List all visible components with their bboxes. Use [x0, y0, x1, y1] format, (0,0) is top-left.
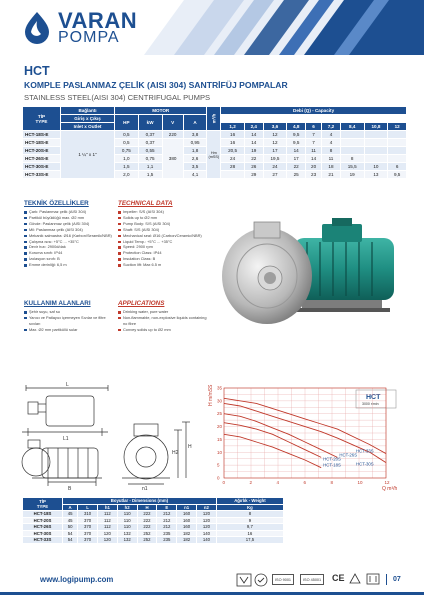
dim-label-b: B: [68, 486, 72, 492]
chart-title: HCT: [366, 394, 381, 401]
list-item: Drinking water, pure water: [118, 309, 210, 315]
chart-x-tick: 4: [276, 480, 280, 485]
spec-cell-q: 6: [388, 163, 407, 171]
spec-cell-q: [364, 147, 388, 155]
spec-cell-q: 4: [322, 139, 341, 147]
list-item: İzolasyon sınıfı: B: [24, 256, 116, 262]
spec-h-baglanti: Bağlantı: [61, 107, 115, 115]
spec-cell-head: Hm (mSS): [207, 131, 221, 179]
spec-cell-a: 0,95: [183, 139, 207, 147]
chart-xlabel: Q m³/h: [382, 486, 398, 492]
features-tr-heading: TEKNİK ÖZELLİKLER: [24, 200, 89, 207]
pump-photo: [212, 208, 412, 343]
spec-cell-a: 3,5: [183, 163, 207, 171]
spec-flow-4: 6: [306, 123, 322, 131]
spec-cell-q: 17: [287, 155, 306, 163]
list-item: Gövde: Paslanmaz çelik (AISI 304): [24, 221, 116, 227]
dim-cell-model: HCT-18S: [23, 511, 63, 518]
chart-x-tick: 6: [303, 480, 307, 485]
brand-logo-icon: [22, 10, 52, 44]
dim-cell: 222: [137, 517, 157, 524]
title-english: STAINLESS STEEL(AISI 304) CENTRIFUGAL PUMPS: [24, 93, 211, 102]
spec-flow-6: 8,4: [340, 123, 364, 131]
spec-cell-q: 20: [306, 163, 322, 171]
chart-series-label: HCT-33S: [356, 448, 374, 454]
list-item: Mechanical seal: Ø16 (Carbon/Ceramic/NBR): [118, 233, 210, 239]
dim-cell: 120: [197, 517, 217, 524]
dim-cell: 120: [197, 524, 217, 531]
list-item: Şehir suyu, saf su: [24, 309, 116, 315]
list-item: Insulation Class: B: [118, 256, 210, 262]
eac-mark-icon: [366, 573, 380, 585]
spec-cell-q: [221, 171, 245, 179]
spec-cell-q: 21: [322, 171, 341, 179]
spec-cell-q: 9,5: [287, 139, 306, 147]
spec-flow-3: 4,8: [287, 123, 306, 131]
spec-cell-q: 14: [287, 147, 306, 155]
spec-cell-q: 16: [221, 139, 245, 147]
spec-cell-q: 19: [244, 147, 263, 155]
list-item: Suction lift: Max 6.5 m: [118, 262, 210, 268]
dim-cell: 252: [137, 537, 157, 544]
dim-cell: 160: [177, 524, 197, 531]
spec-cell-q: 7: [306, 139, 322, 147]
chart-y-tick: 35: [217, 385, 223, 391]
spec-cell-hp: 2,0: [115, 171, 139, 179]
brand-name: VARAN: [58, 8, 138, 33]
list-item: Çark: Paslanmaz çelik (AISI 304): [24, 209, 116, 215]
spec-flow-0: 1,2: [221, 123, 245, 131]
spec-cell-kw: 0,55: [138, 147, 162, 155]
dim-cell-model: HCT-20S: [23, 517, 63, 524]
spec-cell-q: 28: [221, 163, 245, 171]
dim-cell: 182: [177, 530, 197, 537]
spec-h-kw: kW: [138, 115, 162, 131]
performance-chart: [206, 380, 411, 492]
dim-cell: 120: [197, 511, 217, 518]
dim-label-h: H: [188, 444, 192, 450]
chart-ylabel: H m/mSS: [208, 384, 214, 406]
dim-col-header: E: [157, 504, 177, 511]
dim-h-dims: Boyutlar - Dimensions (mm): [63, 498, 217, 505]
dim-col-header: h1: [97, 504, 117, 511]
spec-cell-q: [364, 155, 388, 163]
recycle-icon: [348, 573, 362, 585]
chart-x-tick: 10: [357, 480, 363, 485]
usage-en: [118, 300, 210, 333]
chart-y-tick: 10: [217, 449, 223, 455]
dim-cell-model: HCT-30S: [23, 530, 63, 537]
dim-cell-model: HCT-26S: [23, 524, 63, 531]
dim-col-header: H: [137, 504, 157, 511]
dim-col-header: Kg: [216, 504, 283, 511]
spec-cell-q: 22: [244, 155, 263, 163]
spec-cell-q: 9,5: [388, 171, 407, 179]
spec-cell-q: 22: [287, 163, 306, 171]
usage-en-heading: APPLICATIONS: [118, 300, 165, 307]
dimensions-table: [22, 497, 284, 544]
page-number: 07: [393, 576, 401, 583]
dim-col-header: L: [78, 504, 98, 511]
spec-cell-q: 7: [306, 131, 322, 139]
spec-h-motor: MOTOR: [115, 107, 207, 115]
spec-flow-2: 3,6: [263, 123, 287, 131]
dim-cell: 222: [137, 524, 157, 531]
spec-flow-5: 7,2: [322, 123, 341, 131]
dim-cell: 222: [137, 511, 157, 518]
spec-cell-model: HCT-20S-E: [23, 147, 61, 155]
spec-h-debi: Debi (Q) - Capacity: [221, 107, 407, 115]
dim-cell: 182: [177, 537, 197, 544]
list-item: Partikül büyüklüğü max. Ø2 mm: [24, 215, 116, 221]
spec-cell-q: 12: [263, 139, 287, 147]
chart-x-tick: 0: [222, 480, 226, 485]
spec-cell-v: 380: [162, 139, 183, 179]
cert-iso-9001: ISO 9001: [272, 574, 294, 585]
list-item: Impeller: S/S (AISI 304): [118, 209, 210, 215]
spec-cell-q: 15,5: [340, 163, 364, 171]
spec-cell-q: [388, 155, 407, 163]
dim-cell: 212: [157, 511, 177, 518]
dim-cell: 132: [117, 530, 137, 537]
spec-cell-kw: 1,1: [138, 163, 162, 171]
dim-cell: 212: [157, 517, 177, 524]
chart-series-label: HCT-20S: [323, 456, 341, 462]
dim-cell: 370: [78, 524, 98, 531]
dim-label-n1: n1: [142, 486, 148, 492]
chart-x-tick: 12: [384, 480, 390, 485]
spec-cell-q: [388, 139, 407, 147]
dim-cell: 120: [97, 530, 117, 537]
chart-series-label: HCT-26S: [339, 452, 358, 458]
spec-h-giris: Giriş x Çıkış: [61, 115, 115, 123]
dim-cell: 235: [157, 537, 177, 544]
spec-cell-q: 12: [263, 131, 287, 139]
dim-cell: 112: [97, 517, 117, 524]
chart-y-tick: 5: [217, 462, 220, 468]
list-item: Convey solids up to Ø2 mm: [118, 327, 210, 333]
dim-cell: 110: [117, 511, 137, 518]
cert-ce-mark: CE: [332, 573, 345, 583]
list-item: Çalışma ısısı: +5°C ... +35°C: [24, 239, 116, 245]
features-en: [118, 200, 210, 268]
features-tr: [24, 200, 116, 268]
spec-cell-v: 220: [162, 131, 183, 139]
chart-x-tick: 8: [330, 480, 334, 485]
spec-cell-q: 16: [221, 131, 245, 139]
cert-iso-45001: ISO 45001: [300, 574, 324, 585]
spec-cell-kw: 0,75: [138, 155, 162, 163]
dim-cell: 132: [117, 537, 137, 544]
dim-col-header: A: [63, 504, 78, 511]
dim-cell: 140: [197, 530, 217, 537]
spec-cell-q: 18: [322, 163, 341, 171]
spec-cell-model: HCT-18S-E: [23, 131, 61, 139]
spec-cell-q: 27: [263, 171, 287, 179]
spec-cell-model: HCT-26S-E: [23, 155, 61, 163]
spec-row: [23, 131, 407, 139]
list-item: Max. Ø2 mm partiküllü sular: [24, 327, 116, 333]
list-item: Koruma sınıfı: IP44: [24, 250, 116, 256]
dim-h-tip: TİP: [39, 499, 46, 504]
spec-h-tip: TİP: [37, 113, 46, 119]
spec-cell-model: HCT-33S-E: [23, 171, 61, 179]
list-item: Emme derinliği: 6,5 m: [24, 262, 116, 268]
cert-mark-icon: [236, 573, 252, 587]
dim-col-header: h2: [117, 504, 137, 511]
dim-cell: 212: [157, 524, 177, 531]
dim-cell: 112: [97, 524, 117, 531]
dim-label-l: L: [66, 382, 69, 388]
spec-cell-model: HCT-30S-E: [23, 163, 61, 171]
list-item: Yanıcı ve Patlayıcı içermeyen Sıvılar ve filtre sıvıları: [24, 315, 116, 327]
spec-flow-1: 2,4: [244, 123, 263, 131]
dimension-drawing: [18, 382, 196, 492]
spec-cell-q: 13: [364, 171, 388, 179]
spec-cell-conn: 1 ¼" x 1": [61, 131, 115, 179]
spec-cell-hp: 0,5: [115, 131, 139, 139]
spec-cell-a: 3,8: [183, 131, 207, 139]
spec-cell-q: 19,5: [263, 155, 287, 163]
spec-cell-q: 9,5: [287, 131, 306, 139]
dim-h-weight: Ağırlık - Weight: [216, 498, 283, 505]
spec-cell-q: [340, 139, 364, 147]
chart-y-tick: 15: [217, 436, 223, 442]
spec-cell-q: 23: [306, 171, 322, 179]
dim-cell: 112: [97, 511, 117, 518]
dim-cell: 9,7: [216, 524, 283, 531]
spec-cell-kw: 0,37: [138, 139, 162, 147]
spec-cell-q: 14: [306, 155, 322, 163]
spec-cell-q: [340, 131, 364, 139]
spec-cell-q: 24: [263, 163, 287, 171]
spec-cell-q: [364, 131, 388, 139]
list-item: Shaft: S/S (AISI 304): [118, 227, 210, 233]
dim-label-l1: L1: [63, 436, 69, 442]
dim-cell: 17,5: [216, 537, 283, 544]
dim-cell: 45: [63, 511, 78, 518]
dim-h-type: TYPE: [36, 504, 49, 509]
spec-cell-hp: 1,0: [115, 155, 139, 163]
usage-tr-heading: KULLANIM ALANLARI: [24, 300, 91, 307]
list-item: Protection Class: IP44: [118, 250, 210, 256]
spec-cell-q: 20,5: [221, 147, 245, 155]
dim-cell: 370: [78, 537, 98, 544]
spec-h-hp: HP: [115, 115, 139, 131]
header-stripes-graphic: [144, 0, 424, 55]
spec-cell-model: HCT-18S-E: [23, 139, 61, 147]
spec-h-type: TYPE: [35, 118, 48, 124]
footer-bar: [0, 592, 424, 595]
dim-cell: 370: [78, 517, 98, 524]
dim-cell: 252: [137, 530, 157, 537]
list-item: Devir hızı: 2900d/dak: [24, 244, 116, 250]
usage-tr-list: [24, 309, 116, 333]
spec-cell-q: 8: [340, 155, 364, 163]
spec-h-v: V: [162, 115, 183, 131]
spec-table: [22, 106, 407, 179]
spec-h-a: A: [183, 115, 207, 131]
list-item: Pump Body: S/S (AISI 304): [118, 221, 210, 227]
dim-cell: 110: [117, 517, 137, 524]
list-item: Mekanik salmastra: Ø16 (Karbon/Seramik/NBR): [24, 233, 116, 239]
usage-tr: [24, 300, 116, 333]
product-code: HCT: [24, 64, 50, 78]
dim-cell: 235: [157, 530, 177, 537]
features-tr-list: [24, 209, 116, 268]
dim-cell-model: HCT-33S: [23, 537, 63, 544]
spec-cell-q: [388, 131, 407, 139]
dim-cell: 110: [117, 524, 137, 531]
dim-cell: 8: [216, 511, 283, 518]
brand-sub: POMPA: [58, 29, 120, 46]
spec-cell-q: 11: [322, 155, 341, 163]
dim-cell: 54: [63, 537, 78, 544]
spec-cell-q: 29: [244, 171, 263, 179]
spec-flow-7: 10,8: [364, 123, 388, 131]
chart-y-tick: 30: [217, 398, 223, 404]
spec-cell-q: 26: [244, 163, 263, 171]
usage-en-list: [118, 309, 210, 333]
spec-cell-a: 4,1: [183, 171, 207, 179]
spec-cell-q: 14: [244, 139, 263, 147]
dim-label-h2: H2: [172, 450, 179, 456]
spec-cell-q: [364, 139, 388, 147]
features-en-list: [118, 209, 210, 268]
dim-cell: 45: [63, 517, 78, 524]
spec-cell-a: 2,6: [183, 155, 207, 163]
chart-subtitle: 3000 r/min: [362, 402, 379, 406]
chart-y-tick: 20: [217, 424, 223, 430]
list-item: Solids up to Ø2 mm: [118, 215, 210, 221]
spec-cell-q: 14: [244, 131, 263, 139]
dim-cell: 370: [78, 530, 98, 537]
title-turkish: KOMPLE PASLANMAZ ÇELİK (AISI 304) SANTRİFÜJ POMPALAR: [24, 80, 288, 90]
spec-cell-q: 19: [340, 171, 364, 179]
dim-row: [23, 537, 284, 544]
spec-cell-hp: 0,5: [115, 139, 139, 147]
spec-cell-kw: 0,37: [138, 131, 162, 139]
spec-flow-8: 12: [388, 123, 407, 131]
spec-cell-q: 4: [322, 131, 341, 139]
dim-cell: 310: [78, 511, 98, 518]
list-item: Non-flammable, non-explosive liquids containing no fibre: [118, 315, 210, 327]
footer-url-link[interactable]: www.logipump.com: [40, 575, 114, 584]
spec-cell-q: 17: [263, 147, 287, 155]
dim-cell: 50: [63, 524, 78, 531]
dim-cell: 160: [177, 517, 197, 524]
cert-badge-icon: [254, 573, 268, 587]
spec-cell-q: [340, 147, 364, 155]
chart-y-tick: 0: [217, 475, 220, 481]
spec-h-inlet: Inlet x Outlet: [61, 123, 115, 131]
dim-col-header: n2: [197, 504, 217, 511]
dim-cell: 54: [63, 530, 78, 537]
spec-cell-a: 1,8: [183, 147, 207, 155]
list-item: Liquid Temp.: +5°C ... +35°C: [118, 239, 210, 245]
spec-cell-q: 25: [287, 171, 306, 179]
spec-cell-hp: 0,75: [115, 147, 139, 155]
footer-divider: [386, 574, 387, 585]
spec-cell-q: [388, 147, 407, 155]
dim-col-header: n1: [177, 504, 197, 511]
list-item: Speed: 2900 rpm: [118, 244, 210, 250]
features-en-heading: TECHNICAL DATA: [118, 200, 173, 207]
chart-y-tick: 25: [217, 411, 223, 417]
spec-cell-kw: 1,5: [138, 171, 162, 179]
dim-cell: 140: [197, 537, 217, 544]
spec-h-flow: m³/h: [211, 113, 217, 124]
list-item: Mil: Paslanmaz çelik (AISI 304): [24, 227, 116, 233]
dim-cell: 160: [177, 511, 197, 518]
dim-cell: 9: [216, 517, 283, 524]
spec-cell-q: 10: [364, 163, 388, 171]
chart-series-label: HCT-18S: [323, 462, 341, 468]
spec-cell-hp: 1,5: [115, 163, 139, 171]
spec-cell-q: 11: [306, 147, 322, 155]
spec-cell-q: 8: [322, 147, 341, 155]
chart-series-label: HCT-30S: [356, 461, 374, 467]
dim-cell: 16: [216, 530, 283, 537]
spec-cell-q: 24: [221, 155, 245, 163]
dim-cell: 120: [97, 537, 117, 544]
chart-x-tick: 2: [249, 480, 253, 485]
